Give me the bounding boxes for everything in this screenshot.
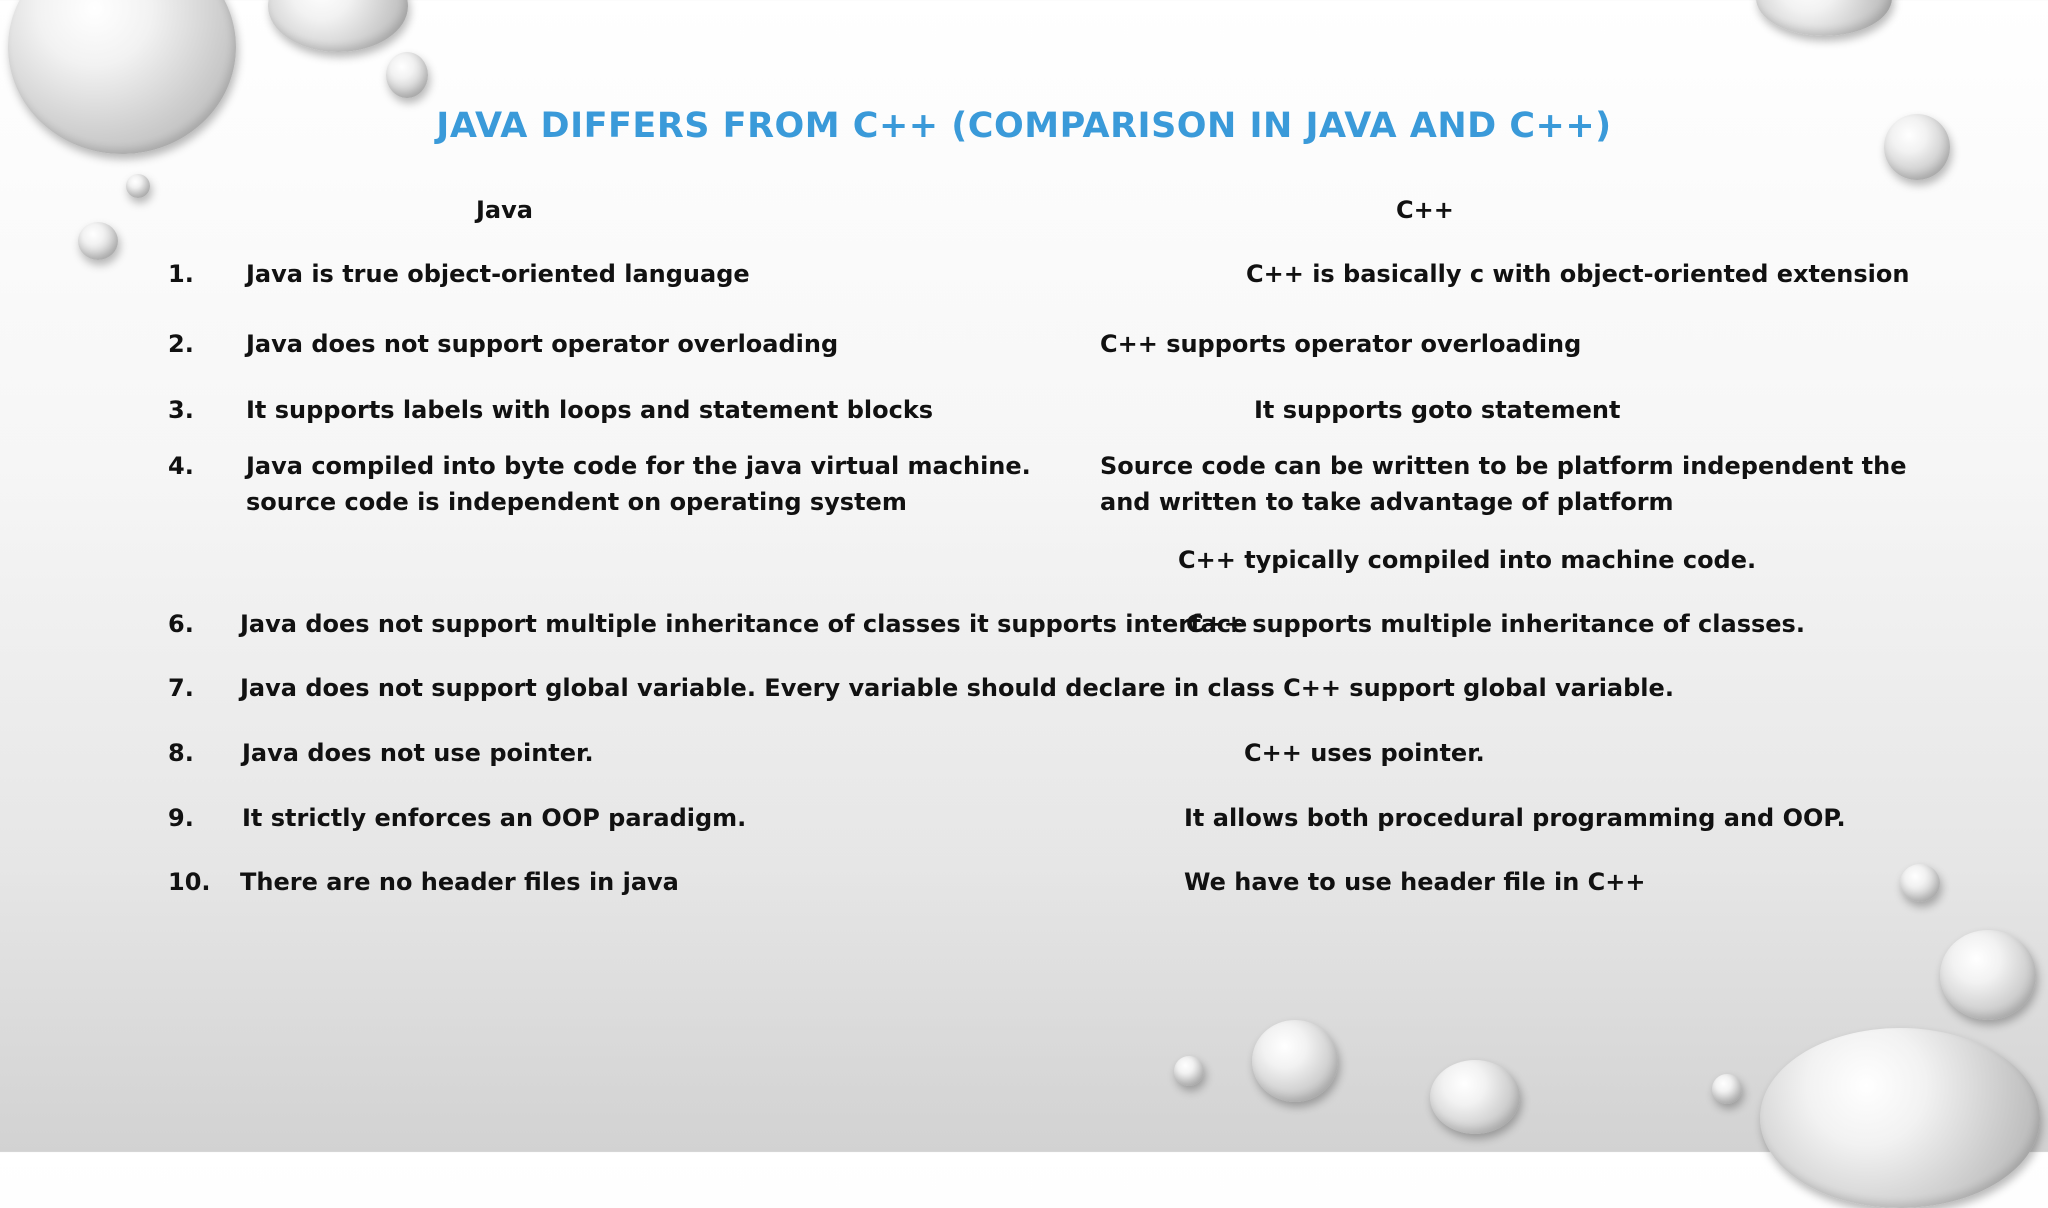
- row-number: 6.: [168, 610, 194, 638]
- row-cpp-text-line2: and written to take advantage of platform: [1100, 488, 1674, 516]
- row-cpp-text-line1: Source code can be written to be platform independent the: [1100, 452, 1907, 480]
- water-drop-decoration: [1252, 1020, 1338, 1102]
- water-drop-decoration: [386, 52, 428, 98]
- row-java-text: It strictly enforces an OOP paradigm.: [242, 804, 747, 832]
- row-cpp-text: It allows both procedural programming and OOP.: [1184, 804, 1846, 832]
- row-number: 1.: [168, 260, 194, 288]
- row-number: 3.: [168, 396, 194, 424]
- water-drop-decoration: [1430, 1060, 1520, 1134]
- row-cpp-text: We have to use header file in C++: [1184, 868, 1646, 896]
- row-number: 4.: [168, 452, 194, 480]
- row-java-text: It supports labels with loops and statement blocks: [246, 396, 934, 424]
- row-cpp-text: C++ is basically c with object-oriented extension: [1246, 260, 1910, 288]
- slide-title: JAVA DIFFERS FROM C++ (COMPARISON IN JAVA AND C++): [436, 106, 1612, 146]
- water-drop-decoration: [1712, 1074, 1742, 1104]
- row-cpp-text: C++ typically compiled into machine code.: [1178, 546, 1757, 574]
- water-drop-decoration: [1900, 864, 1940, 902]
- row-java-text: There are no header files in java: [240, 868, 679, 896]
- row-java-text: Java does not support operator overloading: [246, 330, 839, 358]
- water-drop-decoration: [1940, 930, 2036, 1020]
- row-java-text-line1: Java compiled into byte code for the java virtual machine.: [246, 452, 1031, 480]
- row-cpp-text: C++ supports multiple inheritance of classes.: [1186, 610, 1805, 638]
- row-number: 7.: [168, 674, 194, 702]
- water-drop-decoration: [1756, 0, 1892, 36]
- water-drop-decoration: [126, 174, 150, 198]
- column-header-cpp: C++: [1396, 196, 1454, 224]
- row-cpp-text: C++ uses pointer.: [1244, 739, 1485, 767]
- water-drop-decoration: [1174, 1056, 1204, 1086]
- row-java-text: Java does not use pointer.: [242, 739, 594, 767]
- row-java-text: Java does not support global variable. Every variable should declare in class C++ support global variable.: [240, 674, 1674, 702]
- row-number: 10.: [168, 868, 211, 896]
- row-java-text-line2: source code is independent on operating system: [246, 488, 907, 516]
- row-number: 2.: [168, 330, 194, 358]
- water-drop-decoration: [78, 222, 118, 260]
- row-number: 9.: [168, 804, 194, 832]
- row-java-text: Java is true object-oriented language: [246, 260, 750, 288]
- row-cpp-text: It supports goto statement: [1254, 396, 1621, 424]
- row-cpp-text: C++ supports operator overloading: [1100, 330, 1582, 358]
- row-java-text: Java does not support multiple inheritance of classes it supports interface: [240, 610, 1248, 638]
- row-number: 8.: [168, 739, 194, 767]
- column-header-java: Java: [476, 196, 533, 224]
- water-drop-decoration: [1760, 1028, 2040, 1208]
- water-drop-decoration: [268, 0, 408, 52]
